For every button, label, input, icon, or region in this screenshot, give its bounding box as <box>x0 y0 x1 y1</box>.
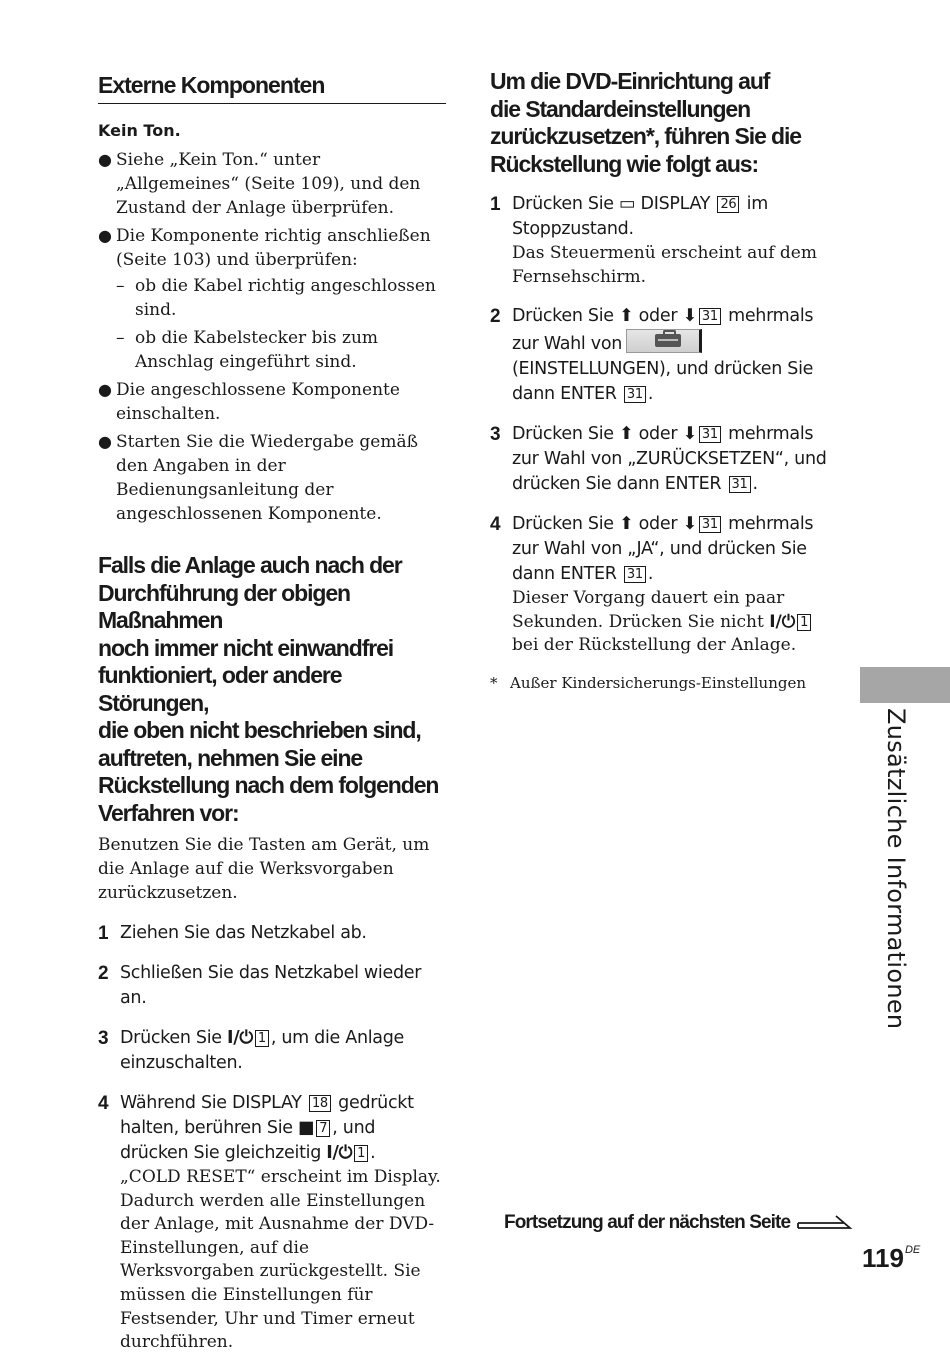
arrow-up-icon: ⬆ <box>619 424 634 445</box>
section-title: Externe Komponenten <box>98 68 446 104</box>
left-column <box>98 68 446 1370</box>
key-number: 18 <box>309 1095 331 1112</box>
list-item: – ob die Kabelstecker bis zum Anschlag eingeführt sind. <box>116 328 379 372</box>
list-item: ● Die angeschlossene Komponente einschalten. <box>98 380 400 424</box>
stop-icon: ■ <box>298 1118 315 1138</box>
footnote: * Außer Kindersicherungs-Einstellungen <box>490 673 807 692</box>
list-item: ● Starten Sie die Wiedergabe gemäß den Angaben in der Bedienungsanleitung der angeschlossenen Komponente. <box>98 432 418 524</box>
key-number: 31 <box>624 386 646 403</box>
bullet-icon: ● <box>98 432 112 451</box>
step-item: 3 Drücken Sie I/⏻ 1 , um die Anlage einzuschalten. <box>98 1028 405 1073</box>
step-item: 1 Ziehen Sie das Netzkabel ab. <box>98 923 367 944</box>
step-result: Dieser Vorgang dauert ein paar Sekunden. Drücken Sie nicht I/⏻ 1 bei der Rückstellung der Anlage. <box>512 587 835 658</box>
arrow-right-icon <box>796 1212 856 1234</box>
check-list <box>116 274 446 374</box>
key-number: 26 <box>717 196 739 213</box>
key-number: 31 <box>699 516 721 533</box>
key-number: 31 <box>624 566 646 583</box>
key-number: 1 <box>354 1145 368 1162</box>
key-number: 7 <box>316 1120 330 1137</box>
step-result: Das Steuermenü erscheint auf dem Fernsehschirm. <box>512 243 817 287</box>
dash-icon: – <box>116 328 125 348</box>
key-number: 31 <box>699 308 721 325</box>
problem-heading: Kein Ton. <box>98 121 181 140</box>
power-icon: I/⏻ <box>769 611 796 632</box>
display-icon: ▭ <box>619 194 636 214</box>
reset-heading: Falls die Anlage auch nach der Durchführung der obigen Maßnahmen noch immer nicht einwandfrei funktioniert, oder andere Störungen, die oben nicht beschrieben sind, auftreten, nehmen Sie eine Rückstellung nach dem folgenden Verfahren vor: <box>98 552 439 826</box>
bullet-icon: ● <box>98 150 112 169</box>
arrow-down-icon: ⬇ <box>682 306 697 327</box>
arrow-down-icon: ⬇ <box>682 424 697 445</box>
toolbox-icon <box>626 329 702 353</box>
reset-intro: Benutzen Sie die Tasten am Gerät, um die Anlage auf die Werksvorgaben zurückzusetzen. <box>98 835 430 903</box>
step-result: „COLD RESET“ erscheint im Display. Dadurch werden alle Einstellungen der Anlage, mit Ausnahme der DVD-Einstellungen, auf die Werksvorgaben zurückgestellt. Sie müssen die Einstellungen für Festsender, Uhr und Timer erneut durchführen. <box>120 1167 441 1353</box>
side-tab-label: Zusätzliche Informationen <box>882 708 910 1030</box>
step-item: 4 Drücken Sie ⬆ oder ⬇ 31 mehrmals zur Wahl von „JA“, und drücken Sie dann ENTER 31 . Dieser Vorgang dauert ein paar Sekunden. Drücken Sie nicht I/⏻ 1 bei der Rückstellung der Anlage. <box>490 512 835 658</box>
list-item: ● Siehe „Kein Ton.“ unter „Allgemeines“ (Seite 109), und den Zustand der Anlage überprüfen. <box>98 150 421 218</box>
step-item: 4 Während Sie DISPLAY 18 gedrückt halten, berühren Sie ■ 7 , und drücken Sie gleichzeitig I/⏻ 1 . „COLD RESET“ erscheint im Display. Dadurch werden alle Einstellungen der Anlage, mit Ausnahme der DVD-Einstellungen, auf die Werksvorgaben zurückgestellt. Sie müssen die Einstellungen für Festsender, Uhr und Timer erneut durchführen. <box>98 1091 446 1355</box>
side-tab-marker <box>860 667 950 703</box>
list-item: – ob die Kabel richtig angeschlossen sind. <box>116 276 436 320</box>
bullet-icon: ● <box>98 226 112 245</box>
key-number: 1 <box>255 1030 269 1047</box>
bullet-icon: ● <box>98 380 112 399</box>
remedy-list <box>98 148 446 526</box>
power-icon: I/⏻ <box>326 1143 353 1163</box>
dvd-reset-steps <box>490 192 835 658</box>
page-number: 119DE <box>862 1243 921 1273</box>
power-icon: I/⏻ <box>227 1028 253 1048</box>
key-number: 31 <box>729 476 751 493</box>
reset-steps <box>98 921 446 1355</box>
dvd-reset-heading: Um die DVD-Einrichtung auf die Standardeinstellungen zurückzusetzen*, führen Sie die Rückstellung wie folgt aus: <box>490 68 801 177</box>
list-item: ● Die Komponente richtig anschließen (Seite 103) und überprüfen: – ob die Kabel richtig angeschlossen sind. – ob die Kabelstecker bis zum Anschlag eingeführt sind. <box>98 224 446 374</box>
step-item: 2 Drücken Sie ⬆ oder ⬇ 31 mehrmals zur Wahl von (EINSTELLUNGEN), und drücken Sie dann ENTER 31 . <box>490 306 814 405</box>
step-item: 1 Drücken Sie ▭ DISPLAY 26 im Stoppzustand. Das Steuermenü erscheint auf dem Fernsehschirm. <box>490 192 835 289</box>
right-column <box>490 68 835 693</box>
arrow-down-icon: ⬇ <box>682 514 697 535</box>
dash-icon: – <box>116 276 125 296</box>
key-number: 1 <box>797 614 811 631</box>
continued-note: Fortsetzung auf der nächsten Seite <box>504 1212 856 1234</box>
arrow-up-icon: ⬆ <box>619 306 634 327</box>
step-item: 2 Schließen Sie das Netzkabel wieder an. <box>98 963 422 1008</box>
step-item: 3 Drücken Sie ⬆ oder ⬇ 31 mehrmals zur Wahl von „ZURÜCKSETZEN“, und drücken Sie dann ENTER 31 . <box>490 424 827 495</box>
arrow-up-icon: ⬆ <box>619 514 634 535</box>
key-number: 31 <box>699 426 721 443</box>
